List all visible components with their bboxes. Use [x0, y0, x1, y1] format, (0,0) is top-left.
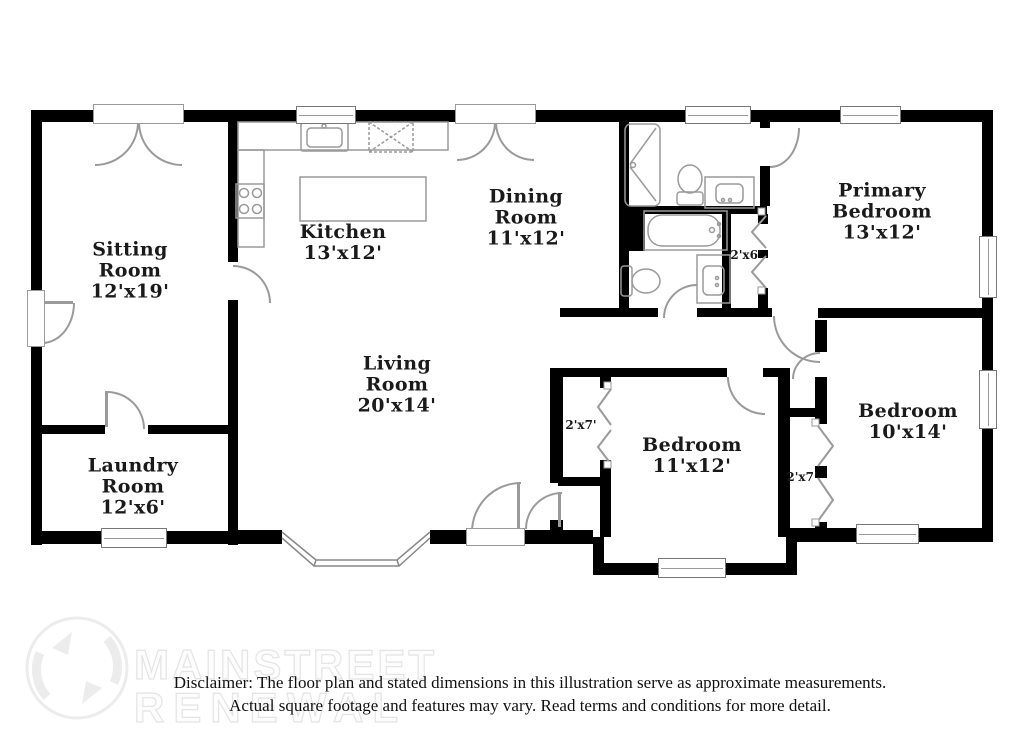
wall — [982, 295, 993, 372]
wall — [228, 122, 238, 262]
wall — [593, 563, 660, 575]
wall — [758, 214, 768, 224]
wall — [763, 368, 790, 377]
living-room-nook-door — [525, 492, 562, 529]
wall — [148, 425, 237, 434]
wall — [550, 368, 563, 483]
room-name: Sitting Room — [92, 238, 168, 282]
wall — [982, 110, 993, 240]
hall-bath-door — [663, 284, 697, 318]
room-label-bedroom-middle — [627, 435, 757, 477]
wall — [237, 530, 282, 544]
wall — [519, 530, 593, 544]
window — [658, 558, 726, 578]
window — [979, 236, 997, 298]
window — [840, 106, 901, 124]
room-name: Bedroom — [858, 400, 958, 422]
wall — [815, 377, 827, 424]
laundry-door-leaf — [105, 391, 108, 427]
room-label-kitchen — [278, 222, 408, 264]
wall — [747, 110, 842, 122]
room-dims: 10'x14' — [868, 421, 948, 443]
dining-room-double-door-left — [457, 122, 496, 161]
watermark-brand-line2: RENEWAL — [134, 684, 407, 731]
shower-stall — [625, 124, 660, 206]
bay-window — [282, 532, 430, 566]
entry-door-threshold — [466, 528, 525, 546]
room-label-sitting-room — [74, 240, 186, 303]
room-dims: 13'x12' — [303, 242, 383, 264]
watermark-brand-line1: MAINSTREET — [134, 641, 437, 688]
wall — [778, 377, 790, 537]
room-name: Dining Room — [488, 185, 564, 229]
room-dims: 12'x6' — [100, 496, 166, 519]
room-dims: 13'x12' — [842, 221, 922, 244]
wall — [788, 408, 818, 417]
room-name: Laundry Room — [87, 454, 179, 498]
disclaimer-line1: Disclaimer: The floor plan and stated dimensions in this illustration serve as approximate measurements. — [173, 673, 887, 692]
wall — [560, 308, 658, 317]
closet-label-middle-bedroom: 2'x7' — [565, 418, 597, 432]
room-label-primary-bedroom — [807, 181, 957, 244]
wall — [797, 528, 858, 542]
ensuite-bath-door — [770, 128, 800, 168]
dishwasher — [369, 122, 413, 152]
kitchen-sink — [301, 123, 348, 151]
double-door-frame — [455, 104, 536, 124]
wall — [697, 308, 772, 317]
wall — [180, 110, 298, 122]
wall — [760, 122, 770, 128]
room-name: Bedroom — [642, 434, 742, 456]
kitchen-door — [233, 265, 271, 303]
bathtub — [644, 211, 727, 250]
sitting-room-double-door-right — [138, 122, 182, 166]
side-door-frame — [27, 290, 45, 347]
disclaimer-line2: Actual square footage and features may vary. Read terms and conditions for more detail. — [229, 696, 831, 715]
wall — [163, 531, 237, 544]
bathroom-vanity-sink — [705, 177, 754, 208]
window — [296, 106, 356, 124]
window — [685, 106, 751, 124]
room-dims: 11'x12' — [486, 227, 566, 250]
room-label-living-room — [342, 354, 452, 417]
room-label-laundry-room — [78, 456, 188, 519]
wall — [915, 528, 993, 542]
side-entry-door — [42, 303, 75, 344]
wall — [430, 530, 468, 544]
wall — [818, 308, 993, 318]
wall — [550, 368, 727, 377]
window — [856, 524, 919, 544]
room-dims: 12'x19' — [90, 280, 170, 303]
room-label-dining-room — [481, 187, 571, 250]
closet-label-right-bedroom: 2'x7' — [786, 470, 818, 484]
wall — [600, 377, 611, 388]
wall — [228, 300, 238, 545]
plumbing-chase — [619, 207, 645, 251]
stove — [236, 184, 264, 218]
room-name: Living Room — [362, 352, 432, 396]
wall — [600, 460, 611, 537]
closet-label-bath-closet: 2'x6' — [730, 248, 762, 262]
wall — [31, 425, 105, 434]
wall — [352, 110, 457, 122]
middle-bedroom-door — [727, 377, 765, 415]
room-dims: 20'x14' — [357, 394, 437, 417]
laundry-door — [107, 391, 145, 429]
side-entry-door-leaf — [42, 301, 73, 304]
window — [101, 528, 167, 548]
wall — [532, 110, 687, 122]
wall — [31, 110, 42, 290]
room-name: Kitchen — [299, 221, 387, 243]
window — [979, 370, 997, 429]
room-dims: 11'x12' — [652, 455, 732, 477]
toilet — [677, 165, 703, 205]
kitchen-island — [300, 177, 426, 221]
sitting-room-double-door-left — [95, 122, 139, 166]
wall — [815, 522, 827, 533]
wall — [31, 345, 42, 545]
front-entry-door — [471, 482, 521, 532]
wall — [982, 424, 993, 542]
nook-door-leaf — [558, 492, 561, 527]
double-door-frame — [93, 104, 184, 124]
room-label-bedroom-right — [843, 401, 973, 443]
wall — [558, 477, 600, 486]
wall — [31, 531, 103, 544]
wall — [760, 166, 770, 206]
dining-room-double-door-right — [495, 122, 534, 161]
front-entry-door-leaf — [517, 482, 520, 530]
disclaimer-text — [30, 671, 1024, 717]
room-name: Primary Bedroom — [832, 179, 932, 223]
wall — [897, 110, 993, 122]
